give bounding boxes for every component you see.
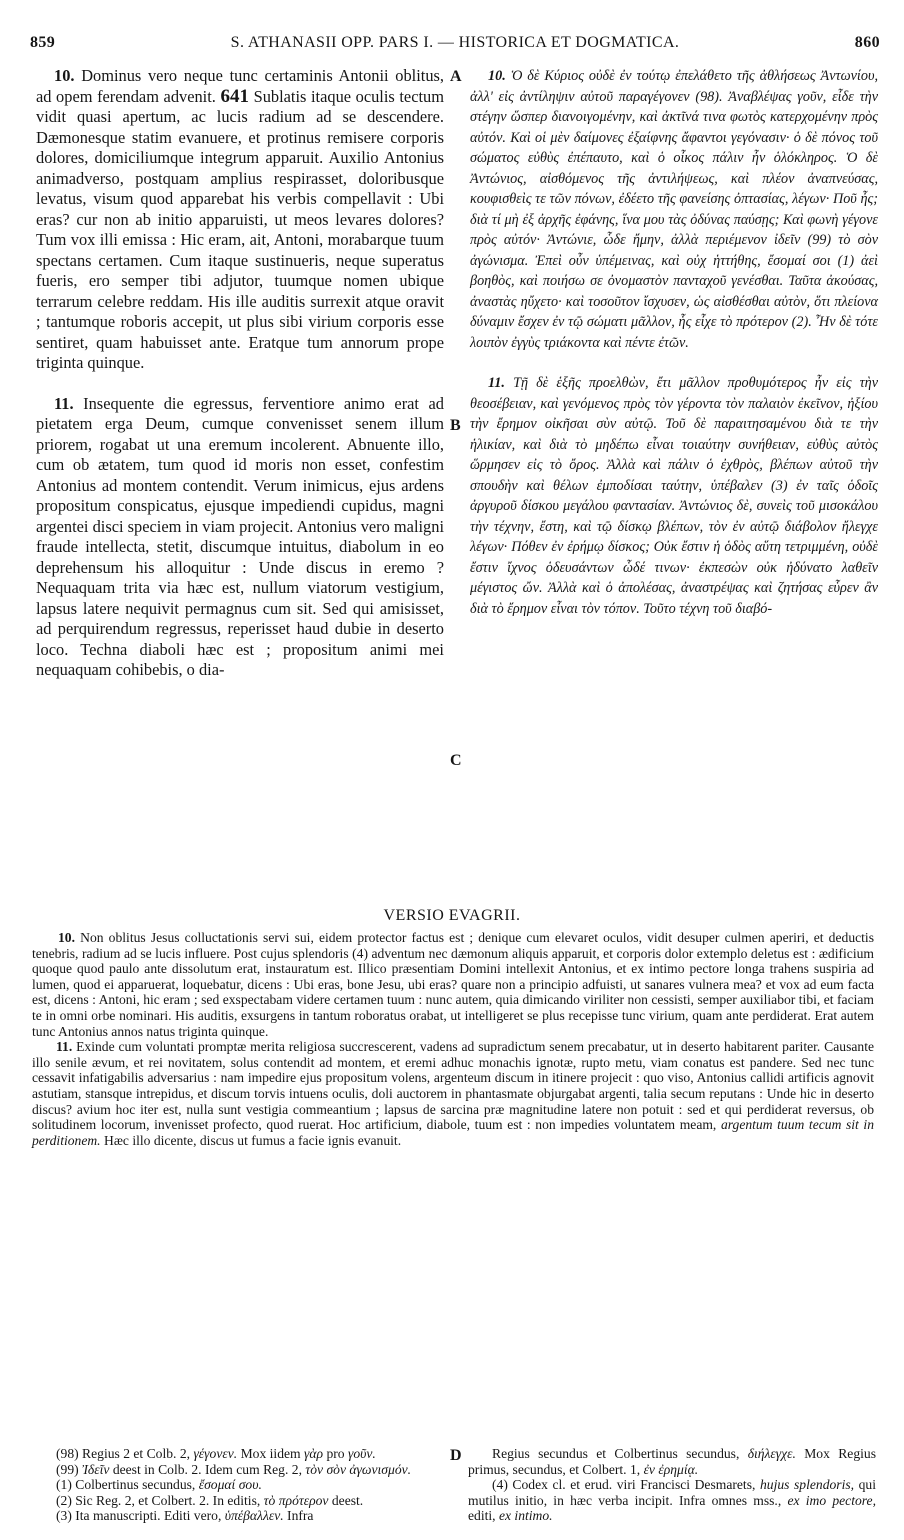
latin-text: Insequente die egressus, ferventiore animo erat ad pietatem erga Deum, cumque convenisset senem illum priorem, rogabat ut una eremum incolerent. Abnuente illo, cum ob ætatem, tum quod id moris non esset, confestim Antonius ad montem contendit. Verum inimicus, ejus ardens propositum conspicatus, ejusque impediendi cupidus, magni argentei disci speciem in viam projecit. Antonius vero maligni fraude intellecta, stetit, discumque intuitus, diabolum in eo deprehensum his alloquitur : Unde discus in eremo ? Nequaquam trita via hæc est, nullum viatorum vestigium, lapsus latere nequivit permagnus cum sit. Sed qui amisisset, ad perquirendum regressus, reperisset haud dubie in deserto loco. Techna diaboli hæc est ; propositum animi mei nequaquam cohibebis, o dia- (36, 393, 445, 679)
latin-text: Dominus vero neque tunc certaminis Antonii oblitus, ad opem ferendam advenit. (36, 66, 444, 106)
evagrius-text: Exinde cum voluntati promptæ merita religiosa succrescerent, vadens ad supradictum senem precabatur, ut in deserto habitarent pariter. Causante illo senile ævum, et rei novitatem, solus contendit ad montem, et eremi adhuc monachis ignotæ, rupto metu, viam conatus est pandere. Sed nec tunc cessavit infatigabilis adversarius : nam impedire ejus propositum volens, argenteum discum in itinere projecit : quo viso, Antonius callidi artificis agnovit astutiam, stansque intrepidus, et discum torvis intuens oculis, doli auctorem in phantasmate objurgabat argenti, talia secum reputans : Unde hic in deserto discus? avium hoc iter est, nulla sunt vestigia commeantium ; lapsus de sarcina præ magnitudine latere non potuit : sed et qui perdiderat reversus, ob solitudinem locorum, invenisset profecto, quod ruerat. Hoc artificium, diabole, tuum est : non impedies voluntatem meam, (32, 1039, 874, 1133)
footnotes-right (468, 1446, 876, 1524)
paragraph-number: 11. (488, 375, 505, 391)
footnote-text: editi, (468, 1508, 496, 1524)
footnote-text: qui mutilus initio, in hæc verba incipit. Infra omnes mss., (468, 1477, 876, 1508)
evagrius-text: Non oblitus Jesus colluctationis servi sui, eidem protector factus est ; denique cum elevaret oculos, vidit desuper culmen aperiri, et deductis tenebris, radium ad se lucis influere. Post cujus splendoris (4) adventum nec dæmonum aliquis apparuit, et corporis dolor extemplo deletus est : ædificium quoque quod paulo ante dissolutum erat, instauratum est. Illico præsentiam Domini intellexit Antonius, et ex (32, 930, 874, 977)
latin-column (36, 66, 444, 681)
footnote-greek: τὸ πρότερον (263, 1492, 329, 1508)
paragraph-number: 10. (54, 66, 75, 85)
running-header (30, 34, 880, 56)
paragraph-number: 11. (54, 393, 74, 413)
paragraph-number: 11. (56, 1039, 73, 1055)
margin-letter-a: A (450, 68, 462, 85)
latin-paragraph-11 (36, 394, 444, 681)
page-number-right: 860 (854, 34, 880, 51)
page-marker: 641 (220, 85, 249, 107)
greek-text: Τῇ δὲ ἑξῆς προελθὼν, ἔτι μᾶλλον προθυμότερος ἦν εἰς τὴν θεοσέβειαν, καὶ γενόμενος πρὸς τὸν γέροντα τὸν παλαιὸν ἐκεῖνον, ἠξίου τὴν ἔρημον οἰκῆσαι σὺν αὐτῷ. Τοῦ δὲ παραιτησαμένου διὰ τε τὴν ἡλικίαν, καὶ διὰ τὸ μηδέπω εἶναι τοιαύτην συνήθειαν, εὐθὺς αὐτὸς ὥρμησεν εἰς τὸ ὄρος. Ἀλλὰ καὶ πάλιν ὁ ἐχθρὸς, βλέπων αὐτοῦ τὴν σπουδὴν καὶ θέλων ἐμποδίσαι ταύτην, ὑπέβαλεν (3) ἐν ταῖς ὁδοῖς ἀργυροῦ δίσκου μεγάλου φαντασίαν. Ἀντώνιος δὲ, συνεὶς τοῦ μισοκάλου τὴν τέχνην, ἔστη, καὶ τῷ δίσκῳ βλέπων, τὸν ἐν αὐτῷ διάβολον ἤλεγχε λέγων· Πόθεν ἐν ἐρήμῳ δίσκος; Οὐκ ἔστιν ἡ ὁδὸς αὕτη τετριμμένη, οὐδὲ ἔστιν ἴχνος ὁδευσάντων ὧδέ τινων· ἐκπεσὼν οὐκ ἠδύνατο λαθεῖν μέγιστος ὤν. Ἀλλὰ καὶ ὁ ἀπολέσας, ἀναστρέψας καὶ ζητήσας εὗρεν ἂν διὰ τὸ ἔρημον εἶναι τὸν τόπον. Τοῦτο τέχνη τοῦ διαβό- (470, 375, 879, 617)
margin-letter-c: C (450, 752, 462, 769)
footnote-greek: ἐν ἐρημίᾳ. (643, 1461, 699, 1477)
footnote-italic: hujus splendoris, (759, 1477, 855, 1493)
greek-column (470, 66, 878, 619)
footnote-text: Mox iidem (240, 1446, 301, 1461)
footnote (32, 1446, 444, 1462)
greek-paragraph-10 (470, 66, 878, 353)
footnote (32, 1477, 444, 1493)
footnote-text: (98) Regius 2 et Colb. 2, (56, 1446, 191, 1461)
footnote-text: pro (326, 1446, 345, 1461)
footnote-text: Mox Regius primus, secundus, et Colbert. 1, (468, 1446, 876, 1477)
evagrius-text: intimo pectore (649, 961, 730, 977)
footnote-italic: ex imo pectore, (787, 1492, 876, 1508)
footnote-text: deest in Colb. 2. Idem cum Reg. 2, (112, 1461, 302, 1477)
running-title: S. ATHANASII OPP. PARS I. — HISTORICA ET DOGMATICA. (230, 34, 680, 51)
footnote-text: deest. (331, 1492, 364, 1508)
footnote-text: (2) Sic Reg. 2, et Colbert. 2. In editis, (56, 1492, 261, 1508)
evagrius-italic: argentum tuum tecum sit in perditionem. (32, 1117, 874, 1148)
footnote-greek: Ἰδεῖν (82, 1461, 110, 1477)
margin-letter-b: B (450, 417, 461, 434)
section-heading: VERSIO EVAGRII. (383, 907, 521, 924)
greek-paragraph-11 (470, 373, 878, 619)
footnote (32, 1493, 444, 1509)
footnote-text: Regius secundus et Colbertinus secundus, (492, 1446, 740, 1461)
evagrius-paragraph-10 (32, 930, 874, 1039)
footnote-greek: γοῦν. (347, 1446, 376, 1461)
margin-letter-d: D (450, 1447, 462, 1464)
evagrius-paragraph-11 (32, 1039, 874, 1148)
footnote-greek: γὰρ (304, 1446, 324, 1461)
footnote (32, 1462, 444, 1478)
greek-text: Ὁ δὲ Κύριος οὐδὲ ἐν τούτῳ ἐπελάθετο τῆς ἀθλήσεως Ἀντωνίου, ἀλλ' εἰς ἀντίληψιν αὐτοῦ παραγέγονεν (98). Ἀναβλέψας γοῦν, εἶδε τὴν στέγην ὥσπερ διανοιγομένην, καὶ ἀκτῖνά τινα φωτὸς κατερχομένην πρὸς αὐτόν. Καὶ οἱ μὲν δαίμονες ἐξαίφνης ἄφαντοι γεγόνασιν· ὁ δὲ πόνος τοῦ σώματος εὐθὺς ἐπέπαυτο, καὶ ὁ οἶκος πάλιν ἦν ὁλόκληρος. Ὁ δὲ Ἀντώνιος, αἰσθόμενος τῆς ἀντιλήψεως, καὶ πλέον ἀναπνεύσας, κουφισθεὶς τε τῶν πόνων, ἐδέετο τῆς φανείσης ὀπτασίας, λέγων· Ποῦ ἦς; διὰ τί μὴ ἐξ ἀρχῆς ἐφάνης, ἵνα μου τὰς ὀδύνας παύσῃς; Καὶ φωνὴ γέγονε πρὸς αὐτόν· Ἀντώνιε, ὧδε ἤμην, ἀλλὰ περιέμενον ἰδεῖν (99) τὸ σὸν ἀγώνισμα. Ἐπεὶ οὖν ὑπέμεινας, καὶ οὐχ ἡττήθης, ἔσομαί σοι (1) ἀεὶ βοηθὸς, καὶ ποιήσω σε ὀνομαστὸν πανταχοῦ γενέσθαι. Ταῦτα ἀκούσας, ἀναστὰς ηὔχετο· καὶ τοσοῦτον ἴσχυσεν, ὡς αἰσθέσθαι αὐτὸν, ὅτι πλείονα δύναμιν ἔσχεν ἐν τῷ σώματι μᾶλλον, ἧς εἶχε τὸ πρότερον (2). Ἦν δὲ τότε λοιπὸν ἐγγὺς τριάκοντα καὶ πέντε ἐτῶν. (470, 68, 878, 351)
paragraph-number: 10. (58, 930, 75, 945)
page-number-left: 859 (30, 34, 56, 51)
footnotes-left (32, 1446, 444, 1524)
footnote (468, 1446, 876, 1477)
footnote-greek: διήλεγχε. (747, 1446, 796, 1461)
footnote (32, 1508, 444, 1524)
evagrius-text: Hæc illo dicente, discus ut fumus a facie ignis evanuit. (104, 1132, 402, 1148)
evagrius-text: longa trahens suspiria ad lumen, quod ei apparuerat, loquebatur, dicens : Ubi eras, bone Jesu, ubi eras? quare non a principio adfuisti, ut sanares vulnera mea? et vox ad eum facta est, dicens : Antoni, hic eram ; sed exspectabam videre certamen tuum : nunc autem, quia dimicando viriliter non cessisti, semper auxiliabor tibi, et faciam te in omni orbe nominari. His auditis, exsurgens in tantum roboratus orabat, ut intelligeret se plus recepisse tunc virium, quam ante perdiderat. Erat autem tunc Antonius annos natus triginta quinque. (32, 961, 874, 1039)
latin-text: Sublatis itaque oculis tectum vidit quasi apertum, ac lucis radium ad se descendere. Dæmonesque statim evanuere, et protinus remisere corporis dolores, domiciliumque integrum apparuit. Auxilio Antonius animadverso, postquam amplius respirasset, doloribusque levatus, visum quod apparebat his verbis compellavit : Ubi eras? cur non ab initio apparuisti, ut meos levares dolores? Tum vox illi emissa : Hic eram, ait, Antoni, morabarque tuum spectans certamen. Cum itaque sustinueris, neque superatus fueris, ero semper tibi adjutor, tuumque nomen ubique terrarum celebre reddam. His ille auditis surrexit atque oravit ; tantumque roboris accepit, ut plus sibi virium corporis esse sentiret, quam habuisset ante. Eratque tum annorum prope triginta quinque. (36, 86, 444, 372)
footnote-text: (3) Ita manuscripti. Editi vero, (56, 1508, 222, 1524)
footnote-text: (4) Codex cl. et erud. viri Francisci Desmarets, (492, 1477, 756, 1493)
footnote-text: Infra (287, 1508, 314, 1524)
paragraph-number: 10. (488, 68, 506, 84)
footnote (468, 1477, 876, 1524)
footnote-greek: τὸν σὸν ἀγωνισμόν. (305, 1461, 412, 1477)
footnote-text: (1) Colbertinus secundus, (56, 1477, 196, 1493)
footnote-greek: ὑπέβαλλεν. (224, 1508, 284, 1524)
footnote-text: (99) (56, 1461, 79, 1477)
footnote-greek: γέγονεν. (193, 1446, 238, 1461)
footnote-italic: ex intimo. (498, 1508, 553, 1524)
evagrius-version (32, 930, 874, 1148)
latin-paragraph-10 (36, 66, 444, 374)
footnote-greek: ἔσομαί σου. (198, 1477, 262, 1493)
